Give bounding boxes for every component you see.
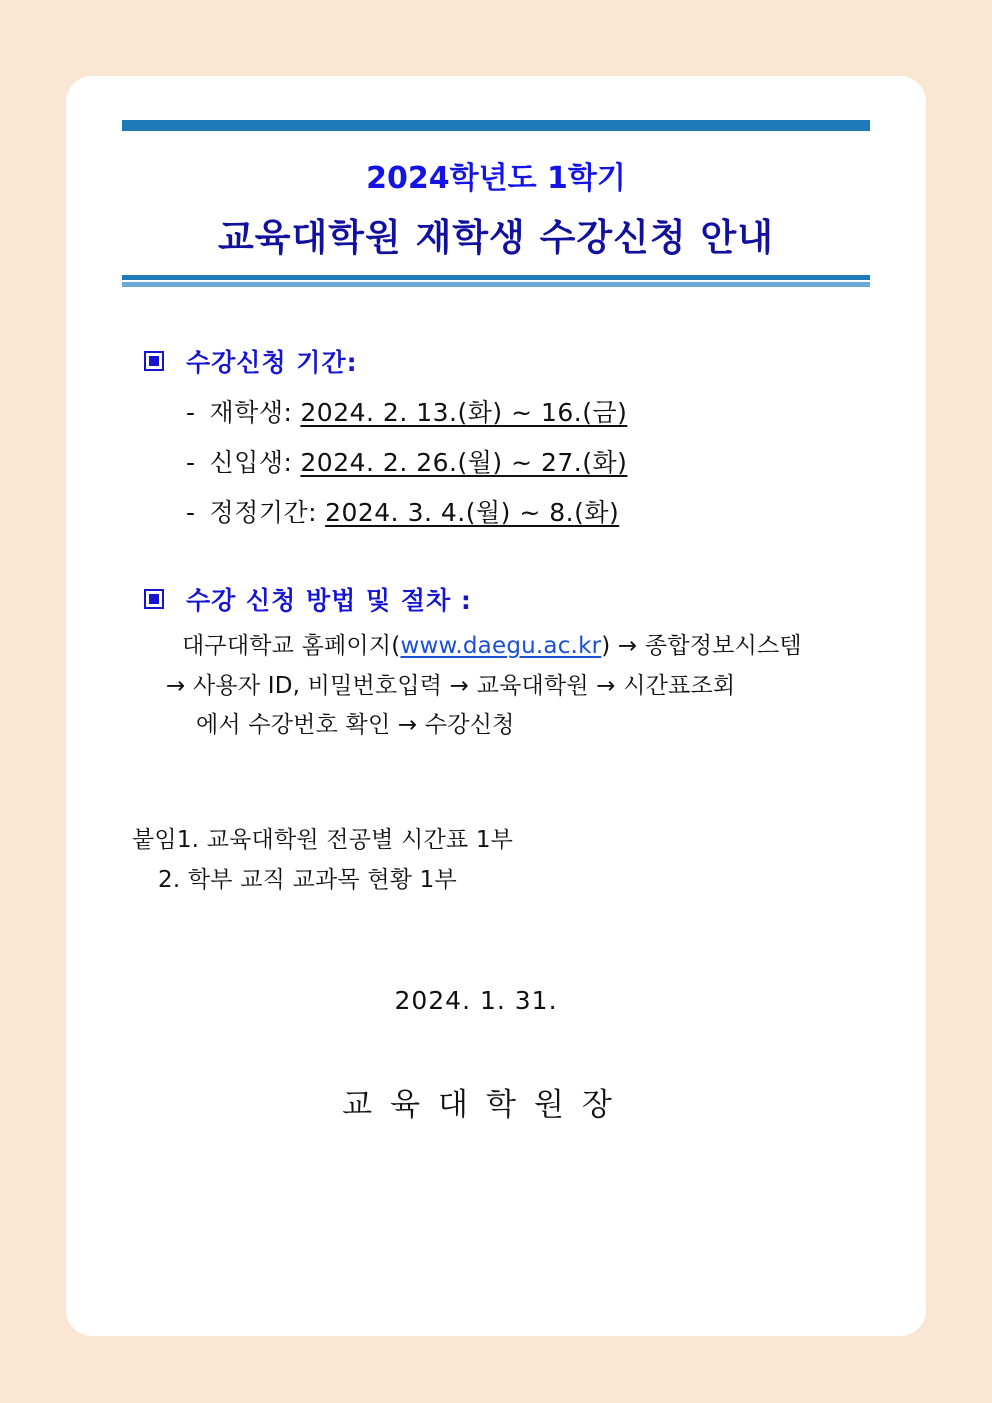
homepage-link[interactable]: www.daegu.ac.kr (400, 633, 602, 659)
dash-icon: - (186, 498, 196, 527)
period-row-new (186, 443, 870, 479)
issue-date: 2024. 1. 31. (394, 986, 558, 1016)
square-bullet-icon (144, 351, 164, 371)
period-row-correction (186, 493, 870, 529)
section-heading-method (144, 581, 870, 617)
page-title: 교육대학원 재학생 수강신청 안내 (217, 216, 775, 259)
title-block (122, 120, 870, 287)
attachments-block (132, 820, 870, 901)
title-line-1: 2024학년도 1학기 (366, 161, 626, 196)
title-rule-bottom-dark (122, 275, 870, 280)
method-line-1 (182, 627, 870, 667)
page-content (66, 76, 926, 1336)
attachment-line-2: 2. 학부 교직 교과목 현황 1부 (158, 866, 457, 893)
method-line-1-post: ) → 종합정보시스템 (601, 633, 802, 659)
signer-title: 교육대학원장 (342, 1087, 630, 1124)
body-area (122, 343, 870, 1124)
period-value-current: 2024. 2. 13.(화) ~ 16.(금) (300, 398, 628, 427)
method-body (166, 627, 870, 746)
title-rule-top (122, 120, 870, 131)
dash-icon: - (186, 448, 196, 477)
period-label-correction: 정정기간: (209, 498, 318, 527)
section-heading-method-label: 수강 신청 방법 및 절차 : (186, 586, 472, 615)
period-row-current (186, 393, 870, 429)
method-block (122, 581, 870, 746)
method-line-3: 에서 수강번호 확인 → 수강신청 (196, 712, 515, 739)
square-bullet-icon (144, 589, 164, 609)
notice-page (66, 76, 926, 1336)
section-heading-period-label: 수강신청 기간: (186, 348, 358, 377)
period-label-current: 재학생: (209, 398, 293, 427)
attachment-line-1: 붙임1. 교육대학원 전공별 시간표 1부 (132, 826, 514, 853)
title-rule-bottom-light (122, 282, 870, 287)
method-line-1-pre: 대구대학교 홈페이지( (182, 633, 401, 659)
dash-icon: - (186, 398, 196, 427)
method-line-2: → 사용자 ID, 비밀번호입력 → 교육대학원 → 시간표조회 (166, 672, 736, 699)
period-value-new: 2024. 2. 26.(월) ~ 27.(화) (300, 448, 628, 477)
period-label-new: 신입생: (209, 448, 293, 477)
section-heading-period (144, 343, 870, 379)
period-value-correction: 2024. 3. 4.(월) ~ 8.(화) (325, 498, 620, 527)
title-rule-bottom (122, 275, 870, 287)
